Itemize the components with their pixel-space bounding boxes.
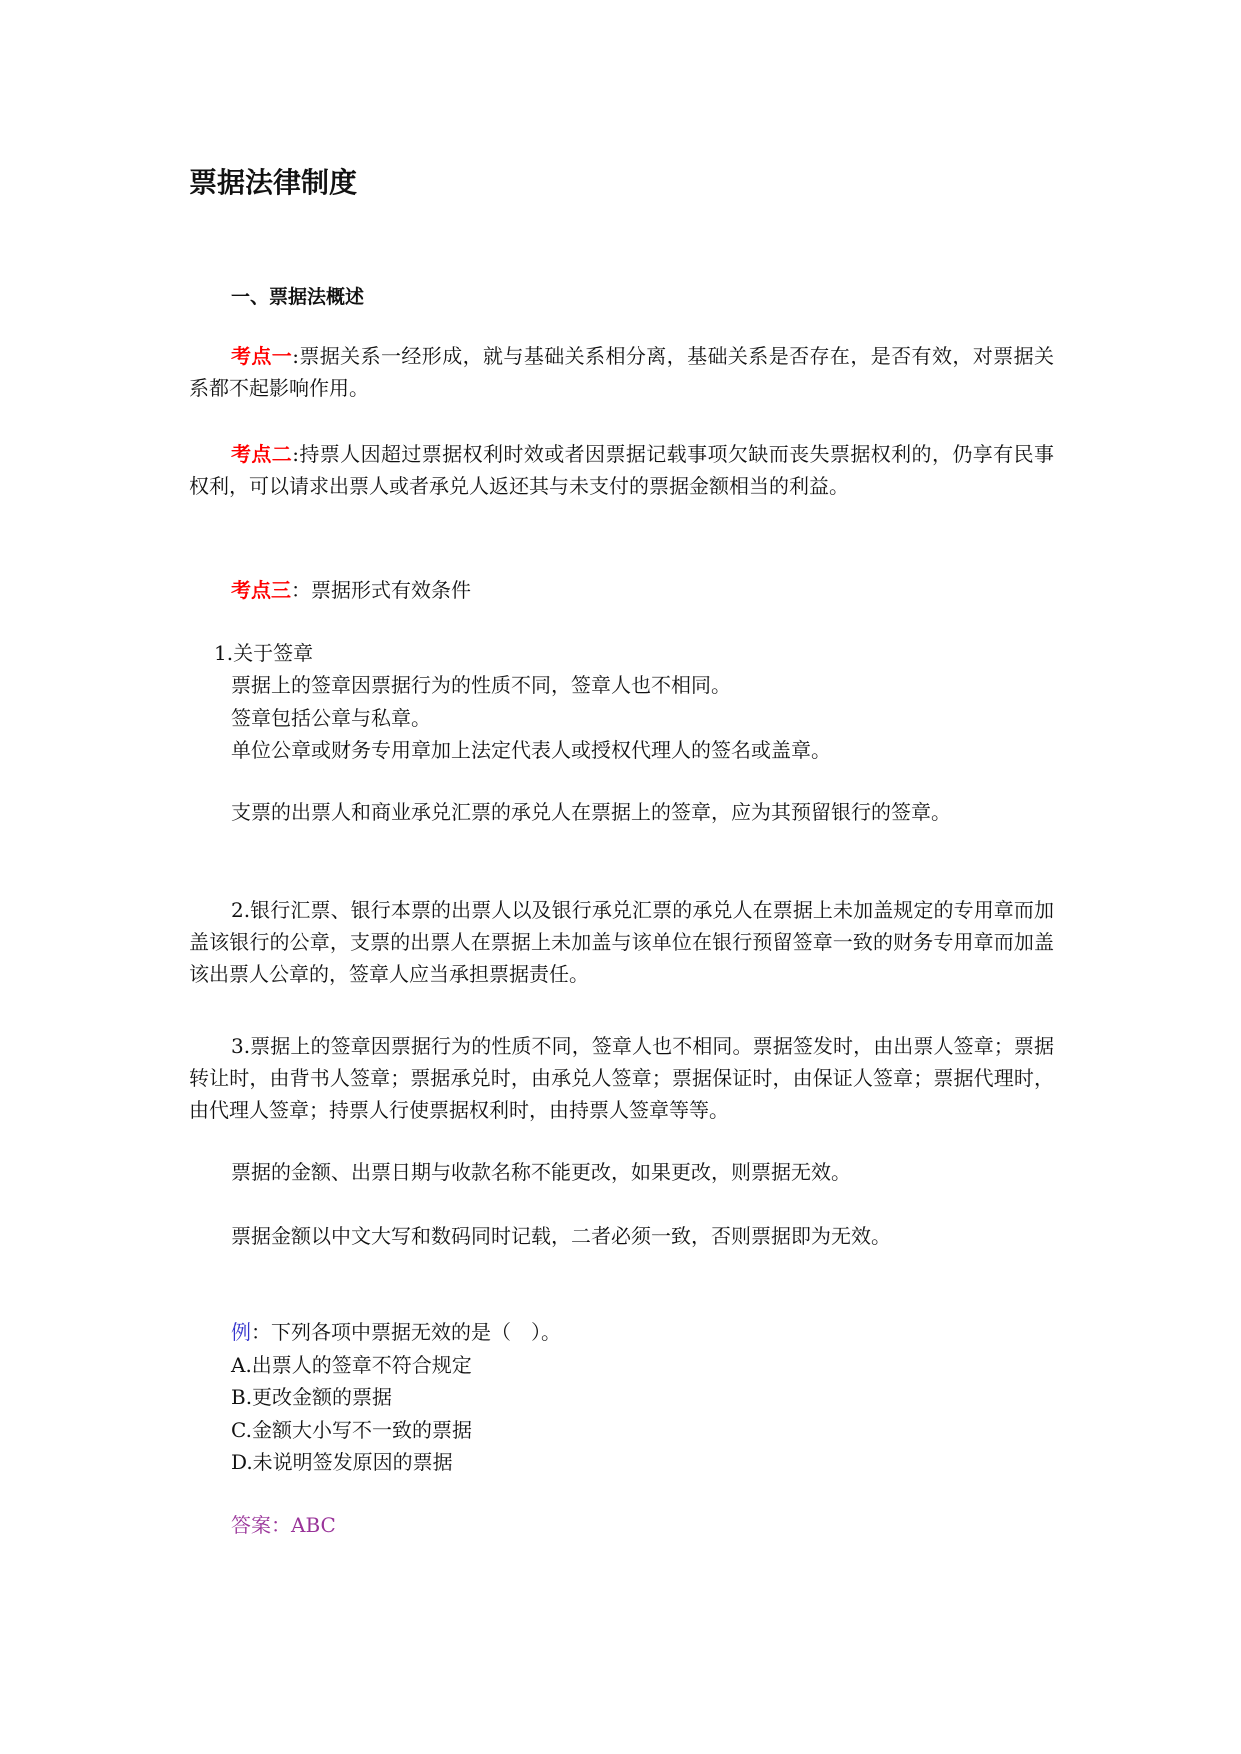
example-option: B.更改金额的票据 [231, 1385, 393, 1409]
item-three-paragraph: 3.票据上的签章因票据行为的性质不同，签章人也不相同。票据签发时，由出票人签章；票据转让时，由背书人签章；票据承兑时，由承兑人签章；票据保证时，由保证人签章；票据代理时，由代理人签章；持票人行使票据权利时，由持票人签章等等。 [189, 1034, 1054, 1122]
point-three-line [231, 578, 471, 602]
point-two-label: 考点二 [231, 442, 293, 466]
item-one-line: 票据上的签章因票据行为的性质不同，签章人也不相同。 [231, 673, 731, 697]
example-option: C.金额大小写不一致的票据 [231, 1418, 472, 1442]
answer-value: ABC [291, 1513, 336, 1537]
item-two-paragraph: 2.银行汇票、银行本票的出票人以及银行承兑汇票的承兑人在票据上未加盖规定的专用章而加盖该银行的公章，支票的出票人在票据上未加盖与该单位在银行预留签章一致的财务专用章而加盖该出票人公章的，签章人应当承担票据责任。 [189, 898, 1054, 986]
example-label: 例 [231, 1320, 251, 1344]
rule-amount-change: 票据的金额、出票日期与收款名称不能更改，如果更改，则票据无效。 [231, 1160, 851, 1184]
item-one-note: 支票的出票人和商业承兑汇票的承兑人在票据上的签章，应为其预留银行的签章。 [231, 800, 951, 824]
example-option: A.出票人的签章不符合规定 [231, 1353, 472, 1377]
point-two-paragraph [189, 438, 1054, 502]
point-one-label: 考点一 [231, 344, 293, 368]
answer-label: 答案： [231, 1513, 291, 1537]
section-heading: 一、票据法概述 [231, 286, 365, 308]
answer-line [231, 1513, 336, 1537]
point-two-text: 持票人因超过票据权利时效或者因票据记载事项欠缺而丧失票据权利的，仍享有民事权利，可以请求出票人或者承兑人返还其与未支付的票据金额相当的利益。 [189, 442, 1054, 498]
example-option: D.未说明签发原因的票据 [231, 1450, 453, 1474]
item-one-line: 单位公章或财务专用章加上法定代表人或授权代理人的签名或盖章。 [231, 738, 831, 762]
point-three-colon: ： [291, 578, 311, 602]
point-one-colon: : [292, 344, 299, 368]
rule-amount-consistency: 票据金额以中文大写和数码同时记载，二者必须一致，否则票据即为无效。 [231, 1224, 891, 1248]
point-one-text: 票据关系一经形成，就与基础关系相分离，基础关系是否存在，是否有效，对票据关系都不起影响作用。 [189, 344, 1054, 400]
example-question-text: 下列各项中票据无效的是（ ）。 [271, 1320, 561, 1344]
point-one-paragraph [189, 340, 1054, 404]
document-title: 票据法律制度 [189, 166, 358, 199]
example-colon: ： [251, 1320, 271, 1344]
point-two-colon: : [292, 442, 299, 466]
point-three-text: 票据形式有效条件 [311, 578, 471, 602]
example-question [231, 1320, 561, 1344]
item-one-line: 签章包括公章与私章。 [231, 706, 431, 730]
point-three-label: 考点三 [231, 578, 291, 602]
item-one-heading: 1.关于签章 [214, 641, 314, 665]
